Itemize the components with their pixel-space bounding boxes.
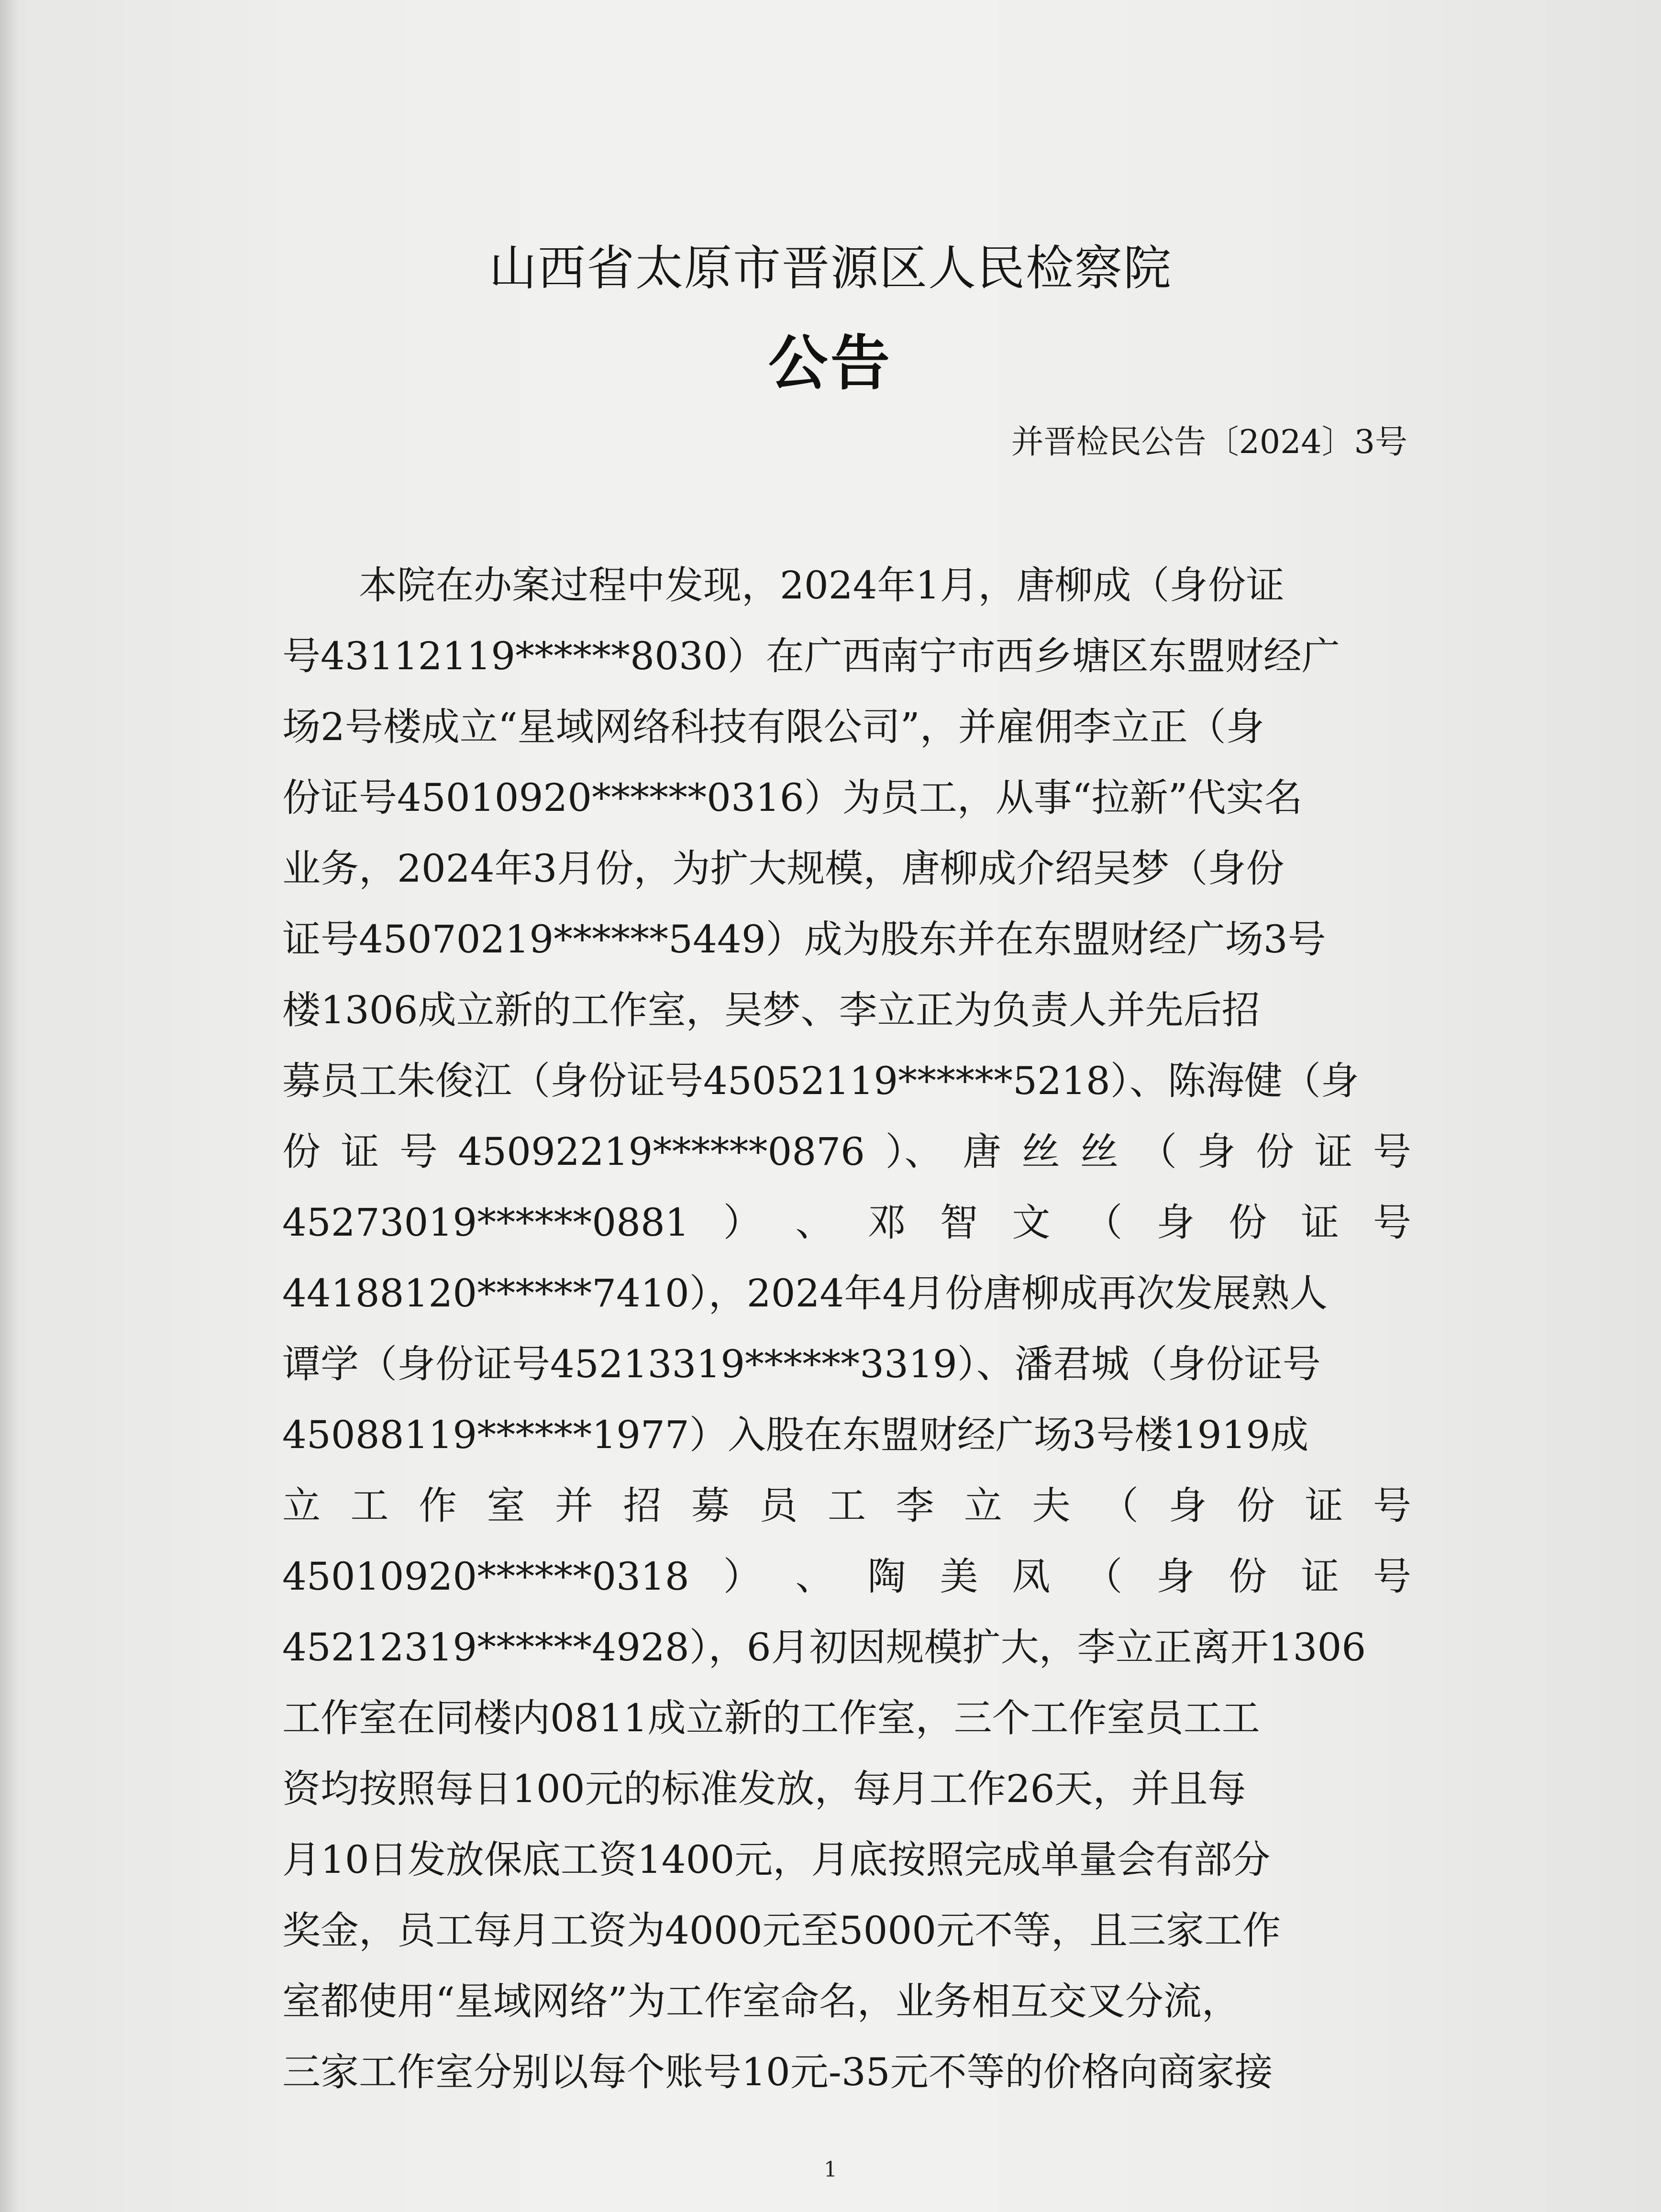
line-segment: ）、 [885,1129,943,1174]
line-segment: 份 [1229,1200,1267,1245]
line-segment: 份 [1237,1483,1275,1528]
line-segment: 智 [940,1200,978,1245]
paragraph-line: 工作室在同楼内0811成立新的工作室，三个工作室员工工 [282,1696,1260,1740]
document-title: 公告 [768,329,893,398]
paragraph-line: 月10日发放保底工资1400元，月底按照完成单量会有部分 [282,1837,1271,1882]
line-segment: 45092219******0876 [458,1129,865,1174]
line-segment: （ [1084,1200,1123,1245]
line-segment: 招 [623,1483,662,1528]
line-segment: 、 [795,1554,834,1599]
line-segment: （ [1100,1483,1139,1528]
paragraph-line: 号43112119******8030）在广西南宁市西乡塘区东盟财经广 [282,634,1340,678]
paragraph-line: 三家工作室分别以每个账号10元-35元不等的价格向商家接 [282,2050,1273,2094]
paragraph-line: 45212319******4928），6月初因规模扩大，李立正离开1306 [282,1625,1366,1670]
line-segment: 丝 [1021,1129,1060,1174]
line-segment: ） [723,1200,762,1245]
line-segment: 工 [350,1483,389,1528]
line-segment: 证 [1305,1483,1343,1528]
line-segment: 证 [341,1129,379,1174]
line-segment: 号 [1373,1483,1411,1528]
paragraph-line: 份证号45010920******0316）为员工，从事“拉新”代实名 [282,775,1303,820]
line-segment: 美 [940,1554,978,1599]
paragraph-line [282,1117,1411,1187]
paragraph-line: 募员工朱俊江（身份证号45052119******5218）、陈海健（身 [282,1059,1359,1103]
paragraph-line: 奖金，员工每月工资为4000元至5000元不等，且三家工作 [282,1908,1281,1953]
line-segment: 、 [795,1200,834,1245]
line-segment: 号 [399,1129,438,1174]
paragraph-line: 楼1306成立新的工作室，吴梦、李立正为负责人并先后招 [282,988,1260,1032]
issuing-organization: 山西省太原市晋源区人民检察院 [489,240,1172,296]
line-segment: （ [1084,1554,1123,1599]
paragraph-line: 业务，2024年3月份，为扩大规模，唐柳成介绍吴梦（身份 [282,846,1285,891]
paragraph-line: 45088119******1977）入股在东盟财经广场3号楼1919成 [282,1413,1309,1457]
line-segment: 工 [828,1483,866,1528]
paragraph-line: 场2号楼成立“星域网络科技有限公司”，并雇佣李立正（身 [282,705,1264,749]
line-segment: 45273019******0881 [282,1200,689,1245]
line-segment: 45010920******0318 [282,1554,689,1599]
paragraph-line [282,1471,1411,1541]
line-segment: 募 [691,1483,730,1528]
paragraph-line: 资均按照每日100元的标准发放，每月工作26天，并且每 [282,1767,1246,1811]
line-segment: 份 [282,1129,321,1174]
line-segment: 文 [1012,1200,1051,1245]
line-segment: 夫 [1032,1483,1071,1528]
line-segment: 并 [555,1483,593,1528]
line-segment: 身 [1197,1129,1236,1174]
line-segment: 邓 [867,1200,906,1245]
line-segment: 陶 [867,1554,906,1599]
line-segment: 份 [1256,1129,1294,1174]
line-segment: 唐 [963,1129,1001,1174]
paragraph-line [282,1541,1411,1612]
line-segment: （ [1139,1129,1177,1174]
line-segment: 丝 [1080,1129,1118,1174]
announcement-body [282,550,1411,2108]
line-segment: 室 [487,1483,525,1528]
line-segment: 号 [1373,1129,1411,1174]
paragraph-line: 证号45070219******5449）成为股东并在东盟财经广场3号 [282,917,1326,962]
line-segment: 证 [1314,1129,1353,1174]
line-segment: 立 [282,1483,321,1528]
line-segment: 身 [1156,1554,1195,1599]
line-segment: 作 [419,1483,457,1528]
paragraph-line: 44188120******7410），2024年4月份唐柳成再次发展熟人 [282,1271,1328,1316]
line-segment: ） [723,1554,762,1599]
line-segment: 号 [1373,1554,1411,1599]
document-number: 并晋检民公告〔2024〕3号 [1011,423,1407,461]
line-segment: 证 [1301,1554,1340,1599]
paragraph-line: 本院在办案过程中发现，2024年1月，唐柳成（身份证 [359,563,1285,608]
line-segment: 凤 [1012,1554,1051,1599]
paragraph-line: 谭学（身份证号45213319******3319）、潘君城（身份证号 [282,1342,1321,1386]
line-segment: 立 [964,1483,1002,1528]
line-segment: 证 [1301,1200,1340,1245]
paragraph-line: 室都使用“星域网络”为工作室命名，业务相互交叉分流， [282,1979,1240,2024]
line-segment: 号 [1373,1200,1411,1245]
line-segment: 身 [1168,1483,1207,1528]
line-segment: 员 [759,1483,798,1528]
line-segment: 身 [1156,1200,1195,1245]
page-number: 1 [824,2157,837,2182]
line-segment: 李 [896,1483,934,1528]
line-segment: 份 [1229,1554,1267,1599]
paragraph-line [282,1187,1411,1258]
